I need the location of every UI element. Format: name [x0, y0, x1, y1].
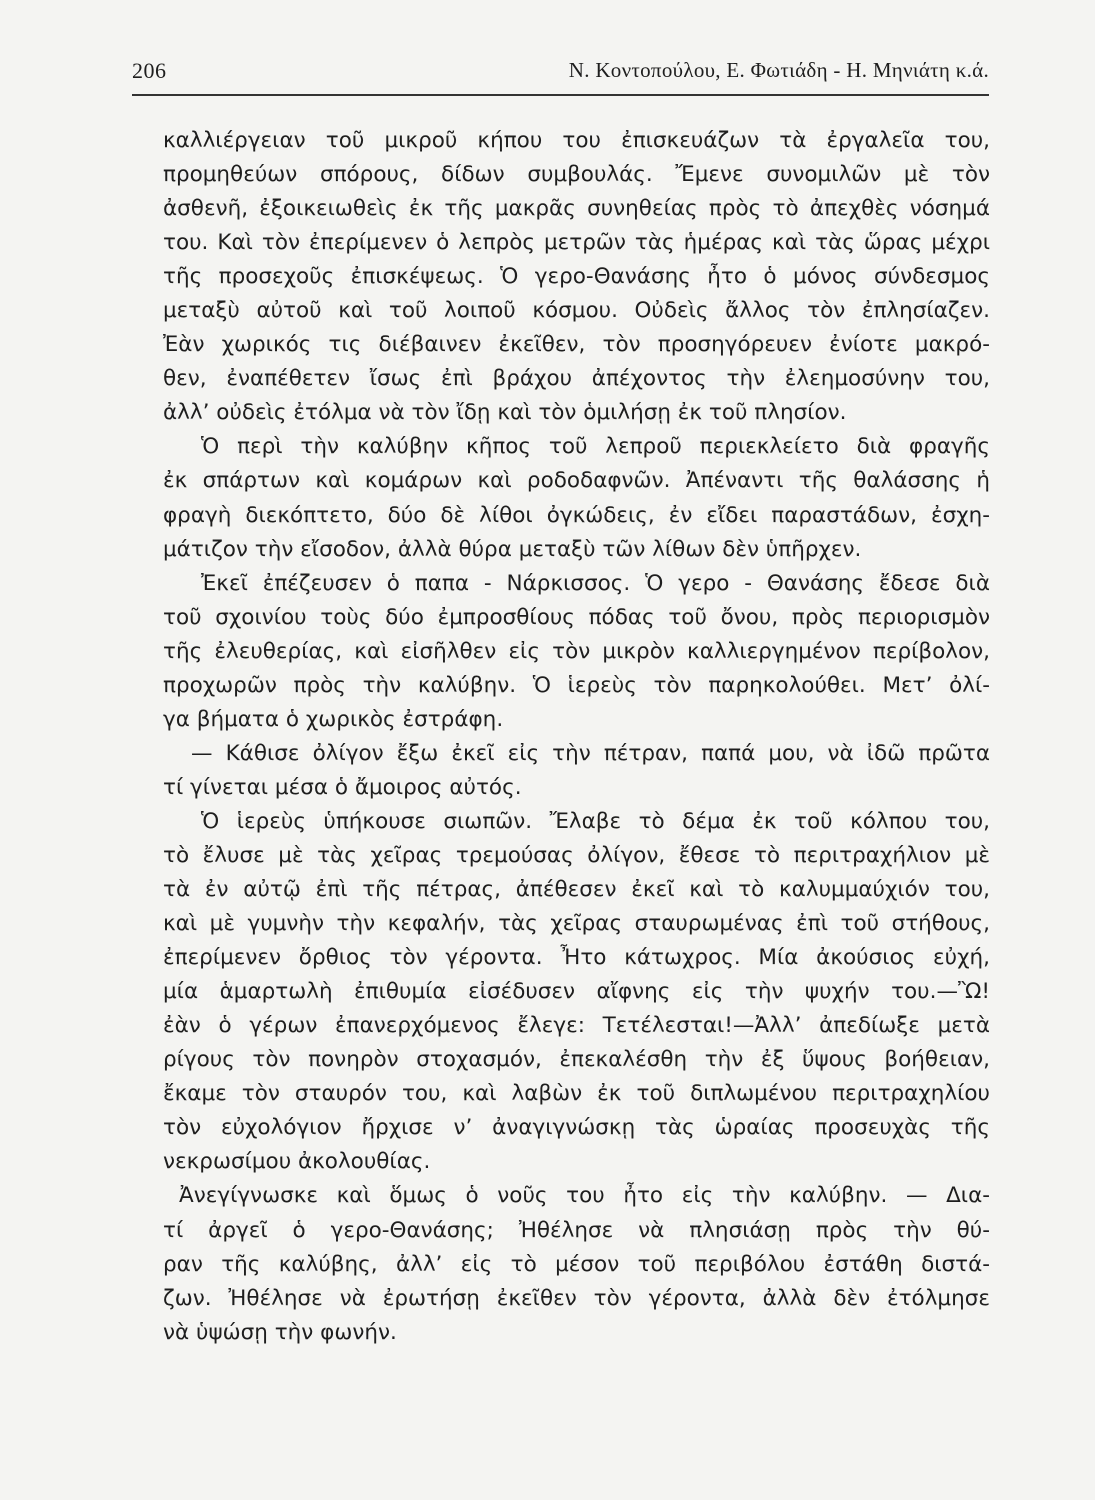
- text-line: μεταξὺ αὐτοῦ καὶ τοῦ λοιποῦ κόσμου. Οὐδεὶς ἄλλος τὸν ἐπλησίαζεν.: [163, 298, 990, 324]
- text-line: προμηθεύων σπόρους, δίδων συμβουλάς. Ἔμενε συνομιλῶν μὲ τὸν: [163, 162, 990, 188]
- text-line: φραγὴ διεκόπτετο, δύο δὲ λίθοι ὀγκώδεις, ἐν εἴδει παραστάδων, ἐσχη-: [163, 502, 990, 528]
- text-line: προχωρῶν πρὸς τὴν καλύβην. Ὁ ἱερεὺς τὸν παρηκολούθει. Μετ’ ὀλί-: [163, 672, 990, 698]
- page-number: 206: [132, 58, 167, 83]
- text-line: ἐπερίμενεν ὄρθιος τὸν γέροντα. Ἦτο κάτωχρος. Μία ἀκούσιος εὐχή,: [163, 945, 990, 971]
- text-line: γα βήματα ὁ χωρικὸς ἐστράφη.: [163, 706, 504, 732]
- text-line: θεν, ἐναπέθετεν ἴσως ἐπὶ βράχου ἀπέχοντος τὴν ἐλεημοσύνην του,: [163, 366, 990, 392]
- text-line: νὰ ὑψώσῃ τὴν φωνήν.: [163, 1319, 397, 1345]
- text-line: τί γίνεται μέσα ὁ ἄμοιρος αὐτός.: [163, 774, 522, 800]
- text-line: ἐκ σπάρτων καὶ κομάρων καὶ ροδοδαφνῶν. Ἀπέναντι τῆς θαλάσσης ἡ: [163, 468, 990, 494]
- text-line: ἀλλ’ οὐδεὶς ἐτόλμα νὰ τὸν ἴδῃ καὶ τὸν ὁμιλήσῃ ἐκ τοῦ πλησίον.: [163, 400, 847, 426]
- text-line: ρίγους τὸν πονηρὸν στοχασμόν, ἐπεκαλέσθη τὴν ἐξ ὕψους βοήθειαν,: [163, 1047, 990, 1073]
- text-line: ραν τῆς καλύβης, ἀλλ’ εἰς τὸ μέσον τοῦ περιβόλου ἐστάθη διστά-: [163, 1251, 990, 1277]
- text-line: νεκρωσίμου ἀκολουθίας.: [163, 1149, 431, 1175]
- text-line: τὸν εὐχολόγιον ἤρχισε ν’ ἀναγιγνώσκῃ τὰς ὡραίας προσευχὰς τῆς: [163, 1115, 990, 1141]
- text-line: τὰ ἐν αὐτῷ ἐπὶ τῆς πέτρας, ἀπέθεσεν ἐκεῖ καὶ τὸ καλυμμαύχιόν του,: [163, 877, 990, 903]
- text-line: Ἐὰν χωρικός τις διέβαινεν ἐκεῖθεν, τὸν προσηγόρευεν ἐνίοτε μακρό-: [163, 332, 990, 358]
- text-line: Ὁ ἱερεὺς ὑπήκουσε σιωπῶν. Ἔλαβε τὸ δέμα ἐκ τοῦ κόλπου του,: [201, 808, 990, 834]
- body-text: [163, 124, 990, 1350]
- text-line: ἀσθενῆ, ἐξοικειωθεὶς ἐκ τῆς μακρᾶς συνηθείας πρὸς τὸ ἀπεχθὲς νόσημά: [163, 196, 990, 222]
- text-line: του. Καὶ τὸν ἐπερίμενεν ὁ λεπρὸς μετρῶν τὰς ἡμέρας καὶ τὰς ὥρας μέχρι: [163, 230, 990, 256]
- text-line: — Κάθισε ὀλίγον ἔξω ἐκεῖ εἰς τὴν πέτραν, παπά μου, νὰ ἰδῶ πρῶτα: [191, 740, 990, 766]
- text-line: καλλιέργειαν τοῦ μικροῦ κήπου του ἐπισκευάζων τὰ ἐργαλεῖα του,: [163, 128, 990, 153]
- text-line: Ἐκεῖ ἐπέζευσεν ὁ παπα - Νάρκισσος. Ὁ γερο - Θανάσης ἔδεσε διὰ: [201, 570, 990, 596]
- text-line: ἐὰν ὁ γέρων ἐπανερχόμενος ἔλεγε: Τετέλεσται!—Ἀλλ’ ἀπεδίωξε μετὰ: [163, 1013, 990, 1039]
- text-line: Ἀνεγίγνωσκε καὶ ὅμως ὁ νοῦς του ἦτο εἰς τὴν καλύβην. — Δια-: [179, 1183, 990, 1209]
- page-header: [132, 58, 989, 88]
- text-line: μάτιζον τὴν εἴσοδον, ἀλλὰ θύρα μεταξὺ τῶν λίθων δὲν ὑπῆρχεν.: [163, 536, 862, 562]
- text-line: ἔκαμε τὸν σταυρόν του, καὶ λαβὼν ἐκ τοῦ διπλωμένου περιτραχηλίου: [163, 1081, 990, 1107]
- text-line: τοῦ σχοινίου τοὺς δύο ἐμπροσθίους πόδας τοῦ ὄνου, πρὸς περιορισμὸν: [163, 604, 990, 630]
- text-line: τί ἀργεῖ ὁ γερο-Θανάσης; Ἠθέλησε νὰ πλησιάσῃ πρὸς τὴν θύ-: [163, 1217, 990, 1243]
- text-line: καὶ μὲ γυμνὴν τὴν κεφαλήν, τὰς χεῖρας σταυρωμένας ἐπὶ τοῦ στήθους,: [163, 911, 990, 937]
- text-line: μία ἁμαρτωλὴ ἐπιθυμία εἰσέδυσεν αἴφνης εἰς τὴν ψυχήν του.—Ὢ!: [163, 979, 990, 1005]
- text-line: τῆς ἐλευθερίας, καὶ εἰσῆλθεν εἰς τὸν μικρὸν καλλιεργημένον περίβολον,: [163, 638, 990, 664]
- running-head: Ν. Κοντοπούλου, Ε. Φωτιάδη - Η. Μηνιάτη κ.ά.: [568, 58, 989, 82]
- text-line: τῆς προσεχοῦς ἐπισκέψεως. Ὁ γερο-Θανάσης ἦτο ὁ μόνος σύνδεσμος: [163, 264, 990, 290]
- header-rule: [132, 94, 989, 96]
- text-line: τὸ ἔλυσε μὲ τὰς χεῖρας τρεμούσας ὀλίγον, ἔθεσε τὸ περιτραχήλιον μὲ: [163, 842, 990, 868]
- text-line: Ὁ περὶ τὴν καλύβην κῆπος τοῦ λεπροῦ περιεκλείετο διὰ φραγῆς: [201, 434, 990, 460]
- text-line: ζων. Ἠθέλησε νὰ ἐρωτήσῃ ἐκεῖθεν τὸν γέροντα, ἀλλὰ δὲν ἐτόλμησε: [163, 1285, 990, 1311]
